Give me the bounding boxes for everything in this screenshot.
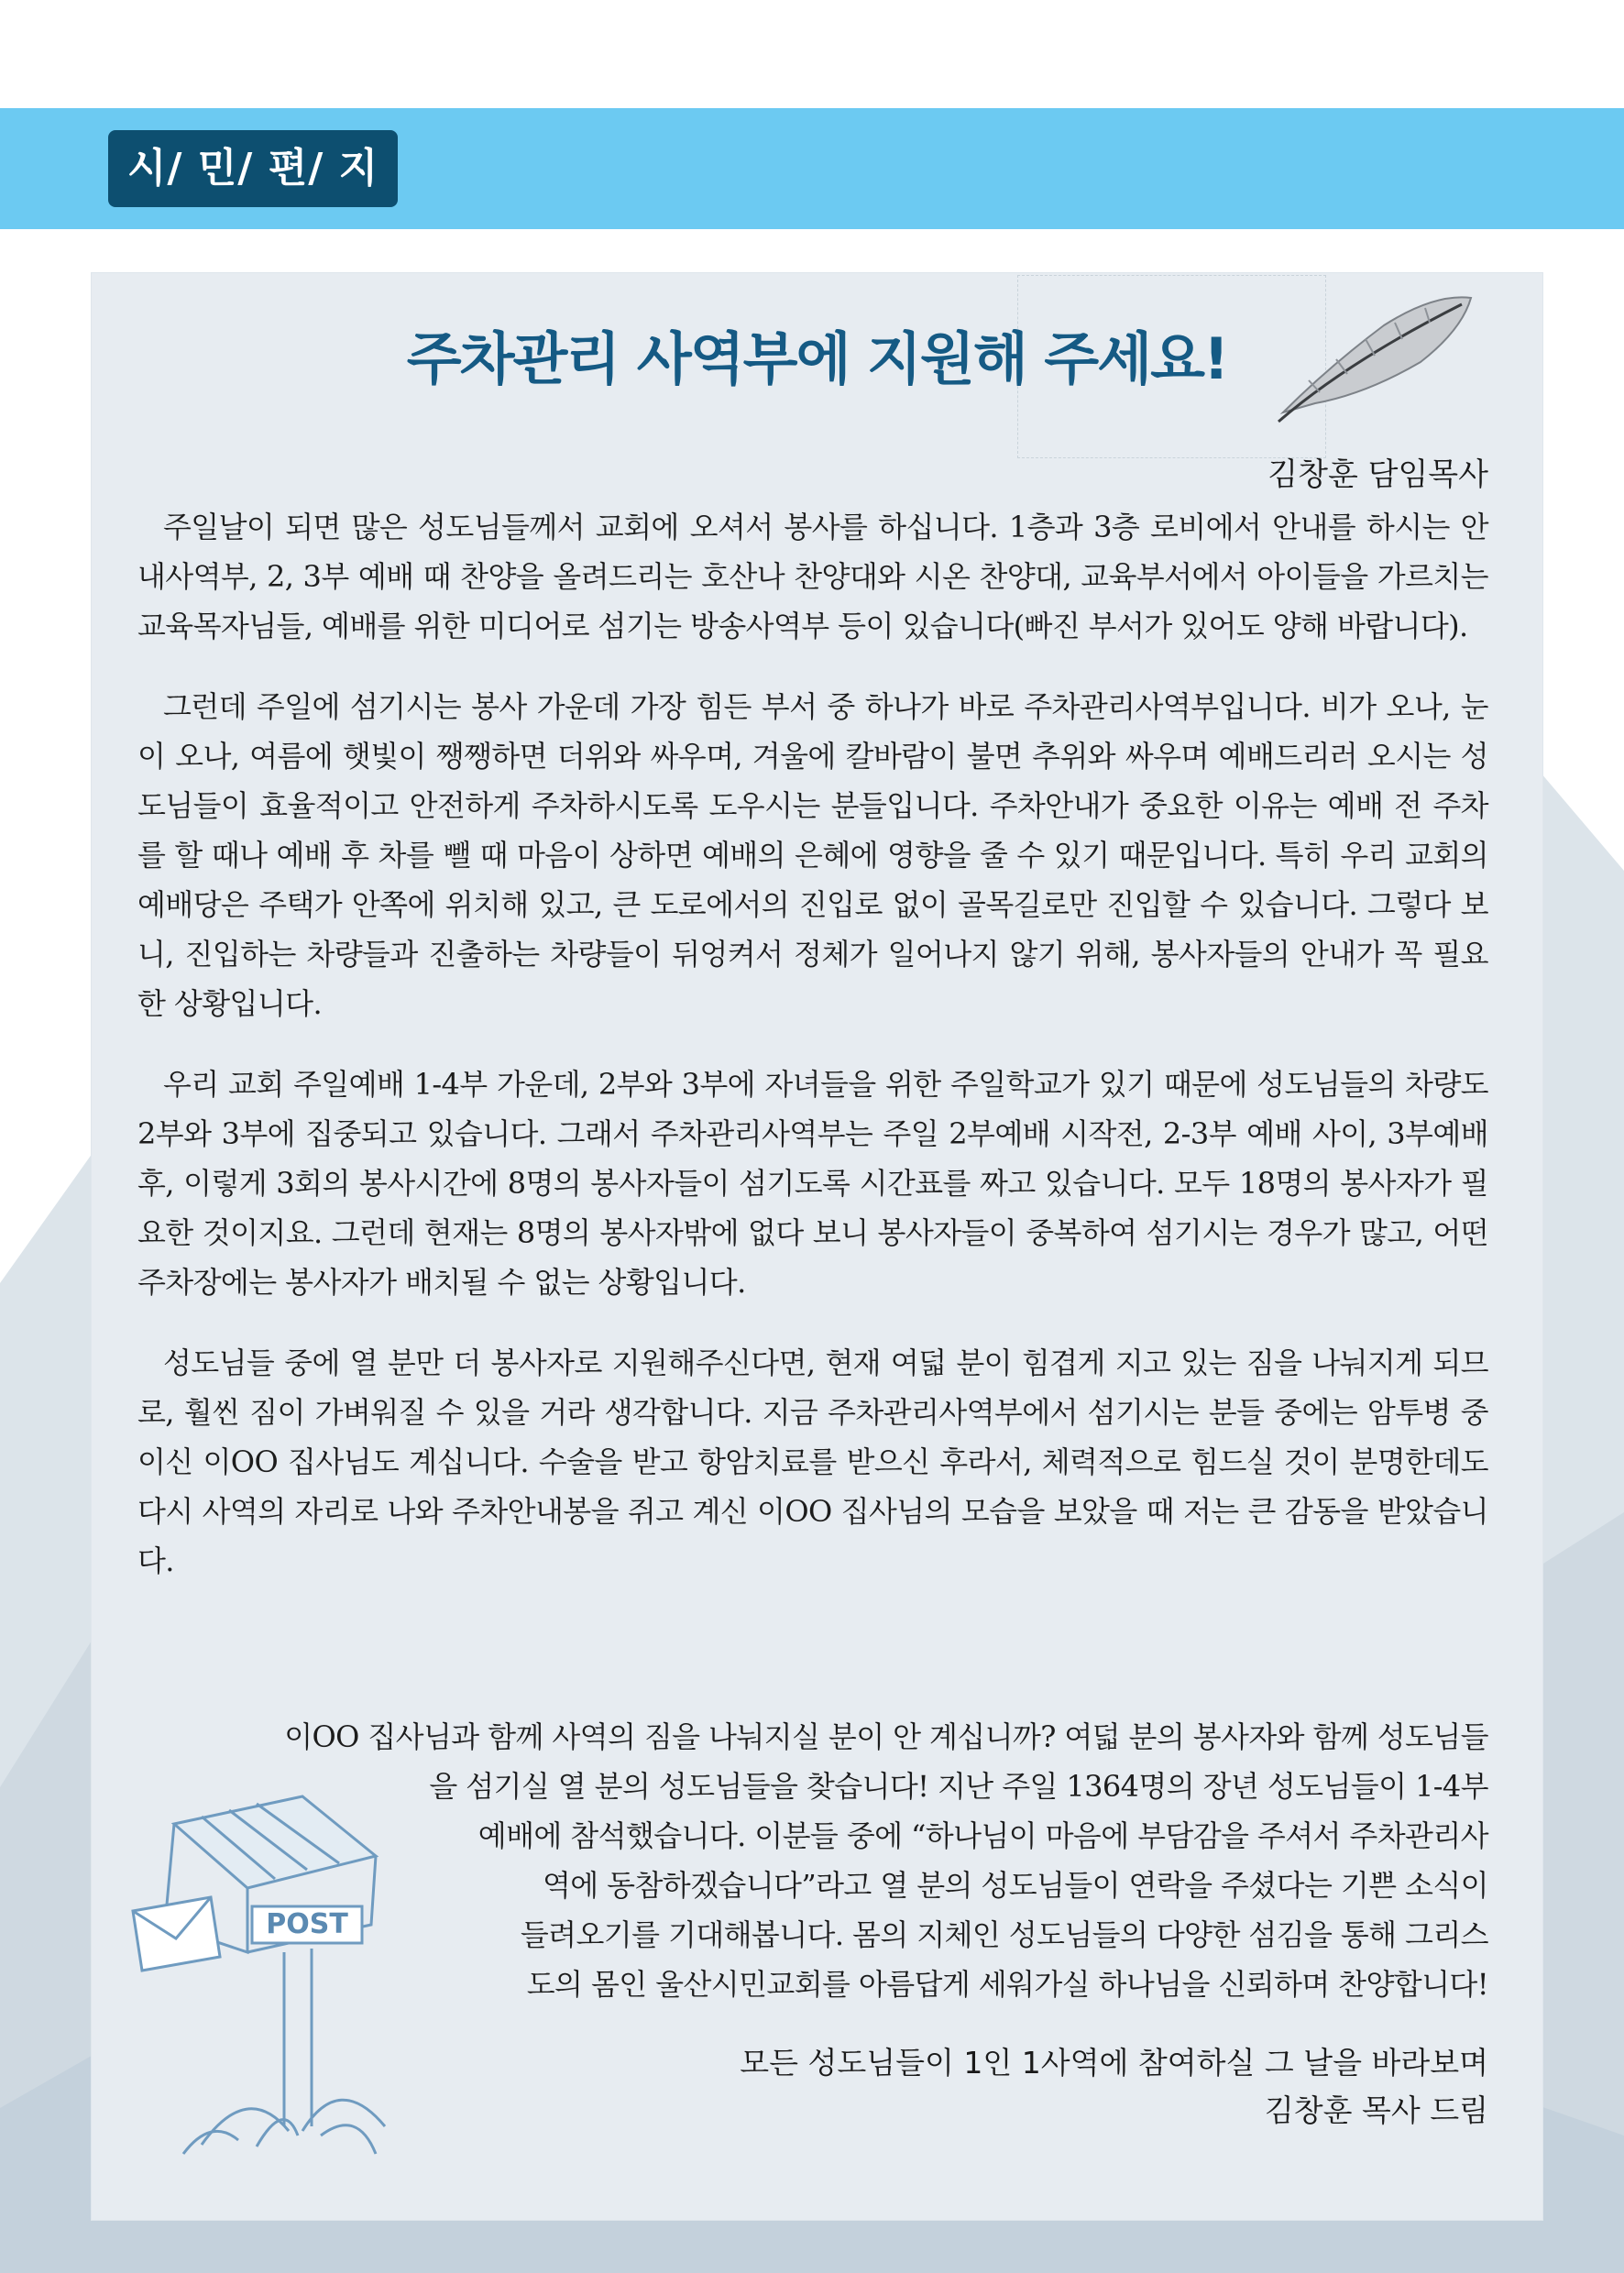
paragraph: 우리 교회 주일예배 1-4부 가운데, 2부와 3부에 자녀들을 위한 주일학교가 있기 때문에 성도님들의 차량도 2부와 3부에 집중되고 있습니다. 그래서 주차관리사역부는 주일 2부예배 시작전, 2-3부 예배 사이, 3부예배 후, 이렇게 3회의 봉사시간에 8명의 봉사자들이 섬기도록 시간표를 짜고 있습니다. 모두 18명의 봉사자가 필요한 것이지요. 그런데 현재는 8명의 봉사자밖에 없다 보니 봉사자들이 중복하여 섬기시는 경우가 많고, 어떤 주차장에는 봉사자가 배치될 수 없는 상황입니다. xyxy=(137,1067,1488,1300)
section-tag: 시/ 민/ 편/ 지 xyxy=(108,130,398,207)
final-line: 예배에 참석했습니다. 이분들 중에 “하나님이 마음에 부담감을 주셔서 주차관리사 xyxy=(477,1818,1488,1853)
postbox-label: POST xyxy=(266,1908,348,1940)
final-line: 도의 몸인 울산시민교회를 아름답게 세워가실 하나님을 신뢰하며 찬양합니다! xyxy=(526,1967,1488,2002)
letter-body xyxy=(137,502,1488,1617)
letter-author: 김창훈 담임목사 xyxy=(1267,456,1488,493)
final-line: 이OO 집사님과 함께 사역의 짐을 나눠지실 분이 안 계십니까? 여덟 분의 봉사자와 함께 성도님들 xyxy=(284,1719,1488,1754)
closing-line: 모든 성도님들이 1인 1사역에 참여하실 그 날을 바라보며 xyxy=(740,2045,1488,2081)
postbox-icon xyxy=(110,1769,412,2163)
paragraph: 주일날이 되면 많은 성도님들께서 교회에 오셔서 봉사를 하십니다. 1층과 3층 로비에서 안내를 하시는 안내사역부, 2, 3부 예배 때 찬양을 올려드리는 호산나 찬양대와 시온 찬양대, 교육부서에서 아이들을 가르치는 교육목자님들, 예배를 위한 미디어로 섬기는 방송사역부 등이 있습니다(빠진 부서가 있어도 양해 바랍니다). xyxy=(137,510,1488,643)
final-line: 들려오기를 기대해봅니다. 몸의 지체인 성도님들의 다양한 섬김을 통해 그리스 xyxy=(520,1917,1488,1952)
letter-title: 주차관리 사역부에 지원해 주세요! xyxy=(406,325,1228,392)
closing-block xyxy=(740,2039,1488,2135)
final-line: 역에 동참하겠습니다”라고 열 분의 성도님들이 연락을 주셨다는 기쁜 소식이 xyxy=(542,1868,1488,1903)
paragraph: 그런데 주일에 섬기시는 봉사 가운데 가장 힘든 부서 중 하나가 바로 주차관리사역부입니다. 비가 오나, 눈이 오나, 여름에 햇빛이 쨍쨍하면 더위와 싸우며, 겨울에 칼바람이 불면 추위와 싸우며 예배드리러 오시는 성도님들이 효율적이고 안전하게 주차하시도록 도우시는 분들입니다. 주차안내가 중요한 이유는 예배 전 주차를 할 때나 예배 후 차를 뺄 때 마음이 상하면 예배의 은혜에 영향을 줄 수 있기 때문입니다. 특히 우리 교회의 예배당은 주택가 안쪽에 위치해 있고, 큰 도로에서의 진입로 없이 골목길로만 진입할 수 있습니다. 그렇다 보니, 진입하는 차량들과 진출하는 차량들이 뒤엉켜서 정체가 일어나지 않기 위해, 봉사자들의 안내가 꼭 필요한 상황입니다. xyxy=(137,689,1488,1021)
signature: 김창훈 목사 드림 xyxy=(1264,2092,1488,2128)
final-line: 을 섬기실 열 분의 성도님들을 찾습니다! 지난 주일 1364명의 장년 성도님들이 1-4부 xyxy=(429,1769,1488,1804)
paragraph: 성도님들 중에 열 분만 더 봉사자로 지원해주신다면, 현재 여덟 분이 힘겹게 지고 있는 짐을 나눠지게 되므로, 훨씬 짐이 가벼워질 수 있을 거라 생각합니다. 지금 주차관리사역부에서 섬기시는 분들 중에는 암투병 중이신 이OO 집사님도 계십니다. 수술을 받고 항암치료를 받으신 후라서, 체력적으로 힘드실 것이 분명한데도 다시 사역의 자리로 나와 주차안내봉을 쥐고 계신 이OO 집사님의 모습을 보았을 때 저는 큰 감동을 받았습니다. xyxy=(137,1345,1488,1578)
